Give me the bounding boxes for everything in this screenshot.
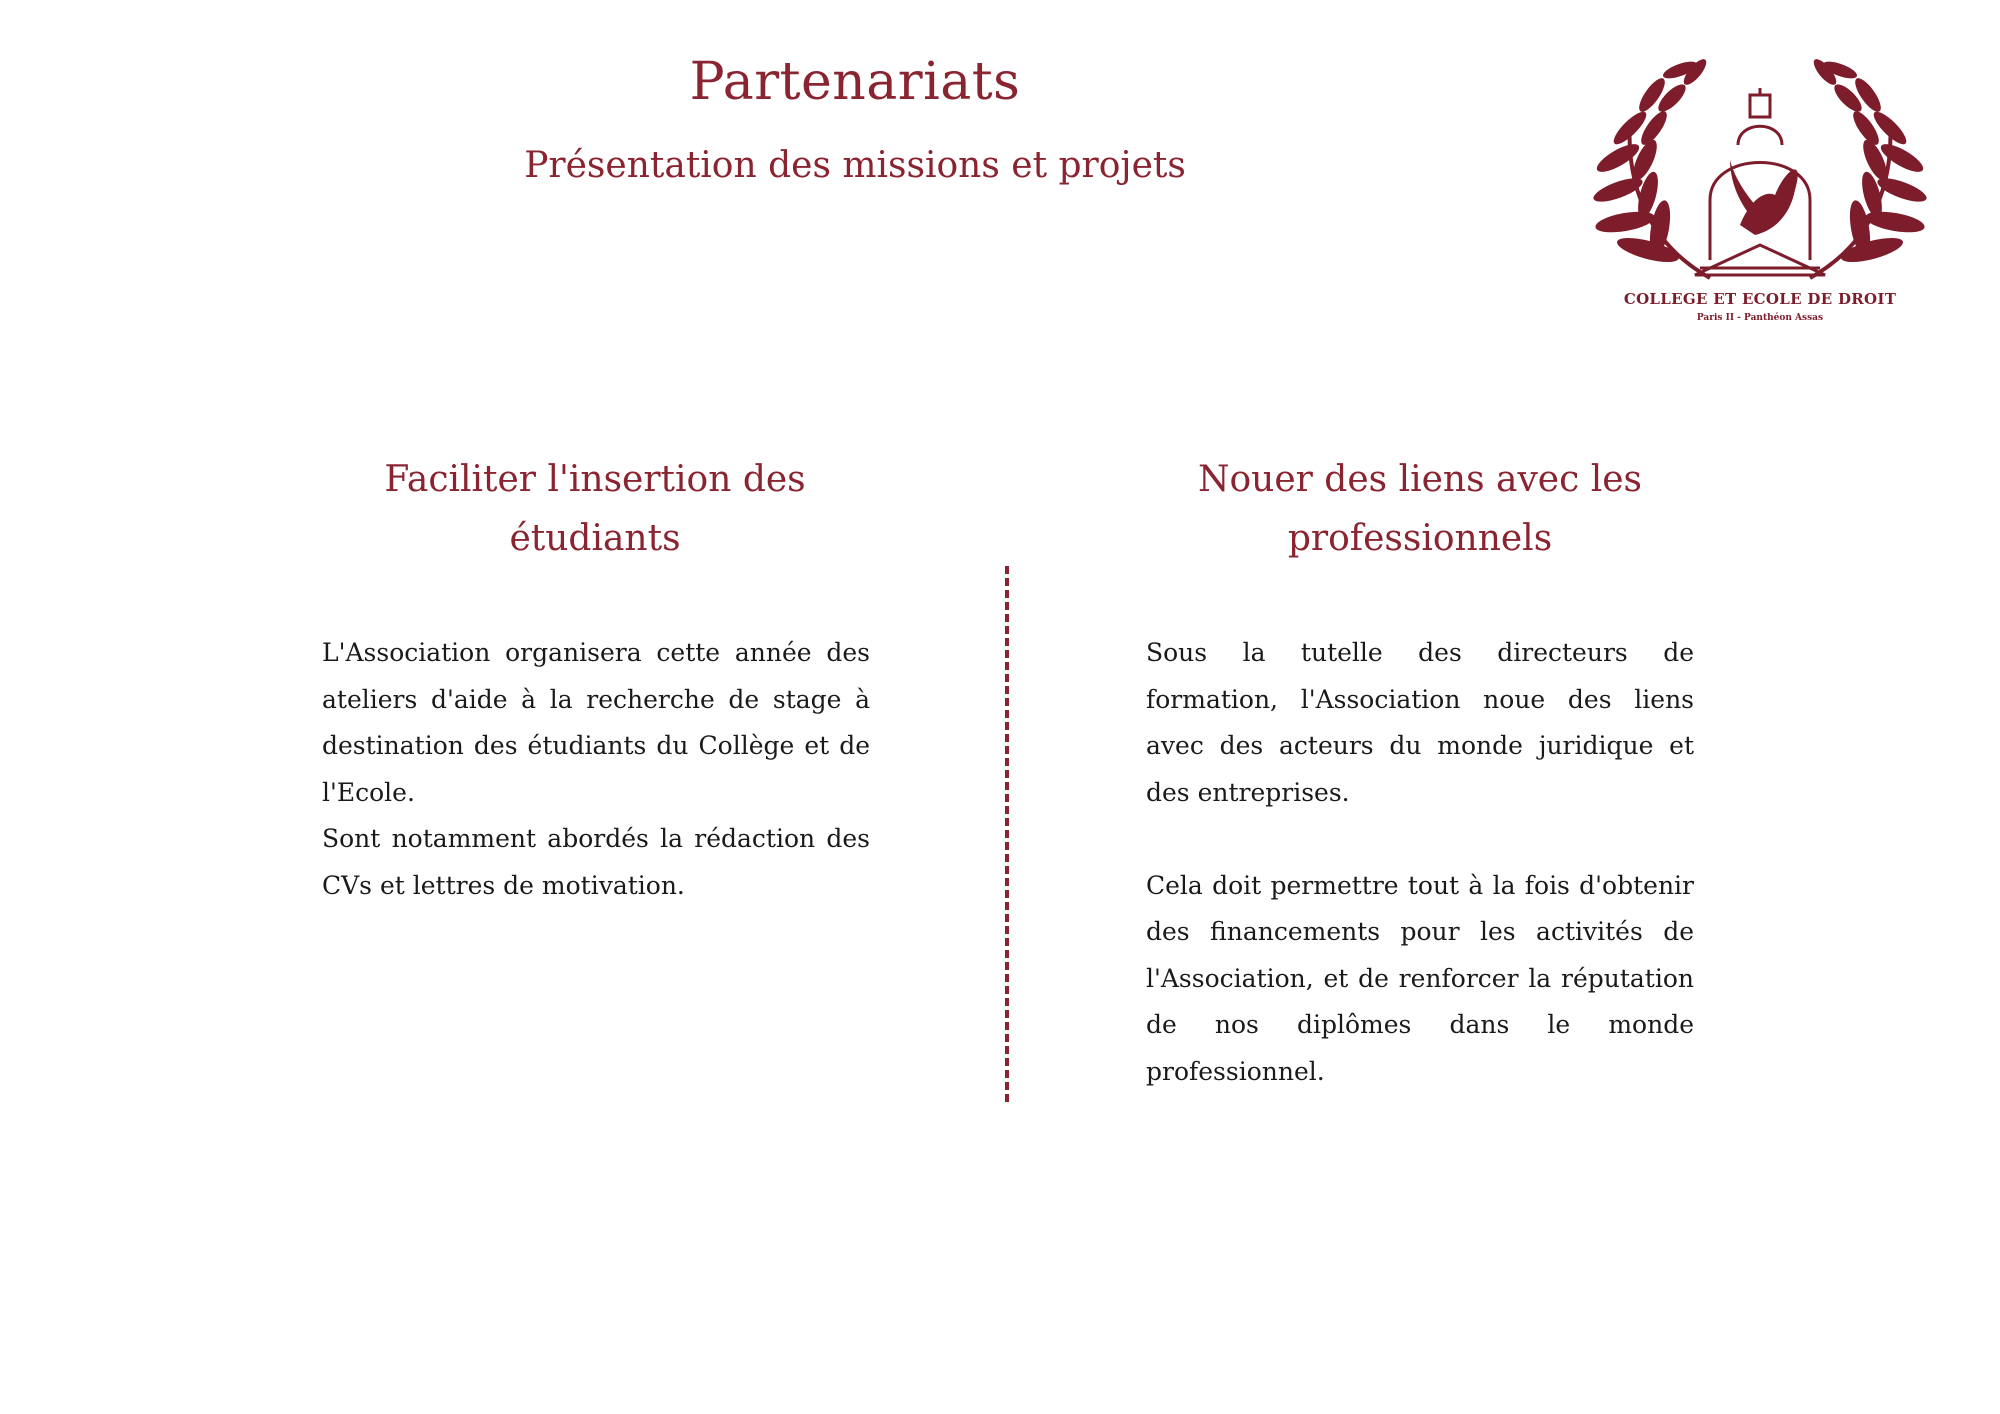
page-title: Partenariats (689, 52, 1021, 112)
right-column-heading (1140, 450, 1700, 568)
right-paragraph-2: Cela doit permettre tout à la fois d'obtenir des financements pour les activités de l'Association, et de renforcer la réputation de nos diplômes dans le monde professionnel. (1146, 870, 1694, 1086)
college-logo (1590, 50, 1930, 330)
left-heading-line2: étudiants (509, 518, 681, 559)
left-column-body (322, 630, 870, 909)
logo-name: COLLEGE ET ECOLE DE DROIT (1623, 290, 1897, 308)
laurel-dome-eagle-emblem-icon (1590, 50, 1930, 290)
left-paragraph-2: Sont notamment abordés la rédaction des CVs et lettres de motivation. (322, 824, 870, 900)
right-heading-line1: Nouer des liens avec les (1197, 459, 1643, 500)
page-subtitle: Présentation des missions et projets (524, 145, 1186, 186)
left-heading-line1: Faciliter l'insertion des (384, 459, 806, 500)
right-column-body (1146, 630, 1694, 1095)
right-heading-line2: professionnels (1287, 518, 1553, 559)
left-column-heading (315, 450, 875, 568)
left-paragraph-1: L'Association organisera cette année des ateliers d'aide à la recherche de stage à destination des étudiants du Collège et de l'Ecole. (322, 638, 870, 807)
right-paragraph-1: Sous la tutelle des directeurs de formation, l'Association noue des liens avec des acteurs du monde juridique et des entreprises. (1146, 638, 1694, 807)
column-divider (1005, 566, 1009, 1102)
logo-tagline: Paris II - Panthéon Assas (1696, 313, 1824, 323)
